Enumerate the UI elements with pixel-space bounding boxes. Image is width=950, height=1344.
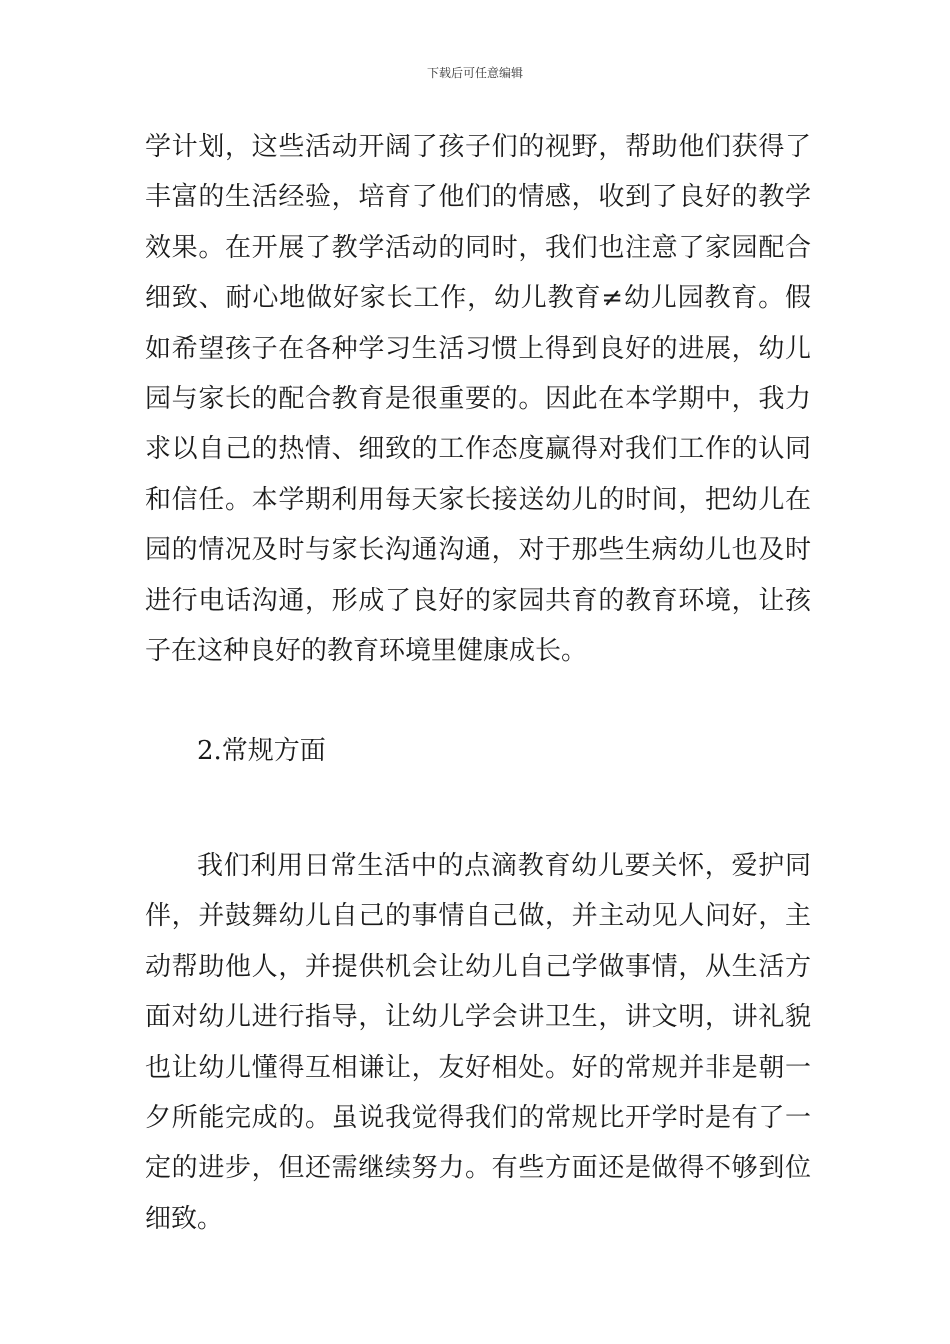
paragraph-spacer <box>145 676 811 726</box>
paragraph-spacer <box>145 777 811 841</box>
page-header: 下载后可任意编辑 <box>426 66 523 80</box>
paragraph-home-school-cooperation: 学计划，这些活动开阔了孩子们的视野，帮助他们获得了丰富的生活经验，培育了他们的情感，收到了良好的教学效果。在开展了教学活动的同时，我们也注意了家园配合细致、耐心地做好家长工作，幼儿教育≠幼儿园教育。假如希望孩子在各种学习生活习惯上得到良好的进展，幼儿园与家长的配合教育是很重要的。因此在本学期中，我力求以自己的热情、细致的工作态度赢得对我们工作的认同和信任。本学期利用每天家长接送幼儿的时间，把幼儿在园的情况及时与家长沟通沟通，对于那些生病幼儿也及时进行电话沟通，形成了良好的家园共育的教育环境，让孩子在这种良好的教育环境里健康成长。 <box>145 132 811 667</box>
section-heading-routine: 2.常规方面 <box>197 736 326 767</box>
paragraph-routine-education: 我们利用日常生活中的点滴教育幼儿要关怀，爱护同伴，并鼓舞幼儿自己的事情自己做，并主动见人问好，主动帮助他人，并提供机会让幼儿自己学做事情，从生活方面对幼儿进行指导，让幼儿学会讲卫生，讲文明，讲礼貌也让幼儿懂得互相谦让，友好相处。好的常规并非是朝一夕所能完成的。虽说我觉得我们的常规比开学时是有了一定的进步，但还需继续努力。有些方面还是做得不够到位细致。 <box>145 850 811 1234</box>
document-body <box>145 122 811 1244</box>
